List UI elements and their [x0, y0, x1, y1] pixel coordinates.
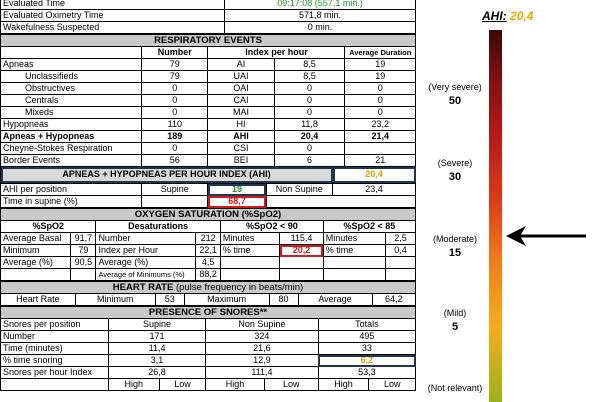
respiratory-row [1, 131, 416, 143]
resp-index: 11,8 [274, 119, 345, 131]
hr-min-label: Minimum [75, 294, 155, 306]
resp-label: Border Events [1, 155, 142, 167]
respiratory-row [1, 119, 416, 131]
nonsupine-value: 23,4 [332, 184, 415, 196]
evaluated-time-label: Evaluated Time [1, 0, 225, 10]
respiratory-row [1, 59, 416, 71]
snores-value: 21,6 [206, 343, 318, 355]
tick-num: 5 [451, 321, 459, 333]
tick-desc: (Very severe) [428, 82, 482, 92]
snores-value: 12,9 [206, 355, 318, 367]
resp-number: 189 [142, 131, 208, 143]
snores-row [1, 355, 416, 367]
resp-number: 0 [142, 107, 208, 119]
sp85-label [323, 257, 385, 269]
ahi-scale-value: 20,4 [510, 9, 534, 23]
snores-level: Low [369, 379, 416, 391]
resp-index: 0 [274, 143, 345, 155]
resp-number: 0 [142, 95, 208, 107]
snores-level: High [206, 379, 265, 391]
snores-value: 324 [206, 331, 318, 343]
spo2-header: %SpO2 [1, 221, 96, 233]
respiratory-row [1, 71, 416, 83]
heart-rate-title [1, 282, 416, 294]
snores-label: Time (minutes) [1, 343, 109, 355]
spo2-label: Average Basal [1, 233, 71, 245]
snores-value: 6,2 [318, 355, 415, 367]
snores-row [1, 379, 416, 391]
oxygen-row [1, 269, 416, 281]
respiratory-row [1, 95, 416, 107]
resp-code: MAI [208, 107, 274, 119]
respiratory-row [1, 143, 416, 155]
spo2-value [71, 269, 96, 281]
sp85-value: 2,5 [386, 233, 416, 245]
desat-value: 4,5 [196, 257, 221, 269]
snores-level: Low [264, 379, 318, 391]
desat-value: 212 [196, 233, 221, 245]
wakefulness-value: 0 min. [225, 22, 416, 34]
summary-row [1, 10, 416, 22]
sp90-value [280, 257, 324, 269]
ahi-scale-label: AHI: [482, 9, 507, 23]
ahi-table [0, 166, 416, 183]
snores-label: % time snoring [1, 355, 109, 367]
resp-number: 0 [142, 143, 208, 155]
wakefulness-label: Wakefulness Suspected [1, 22, 225, 34]
summary-row [1, 22, 416, 34]
duration-header: Average Duration [345, 47, 416, 59]
respiratory-row [1, 83, 416, 95]
oximetry-time-value: 571,8 min. [225, 10, 416, 22]
resp-code: CSI [208, 143, 274, 155]
snores-row [1, 331, 416, 343]
snores-supine-header: Supine [108, 319, 205, 331]
desat-label: Average of Minimums (%) [96, 269, 196, 281]
spo2-value: 79 [71, 245, 96, 257]
snores-level: High [318, 379, 369, 391]
snores-position-header: Snores per position [1, 319, 109, 331]
resp-number: 110 [142, 119, 208, 131]
hr-max-value: 80 [269, 294, 298, 306]
blank-cell [142, 196, 208, 208]
desat-label: Average (%) [96, 257, 196, 269]
resp-code: UAI [208, 71, 274, 83]
resp-duration: 0 [345, 83, 416, 95]
resp-duration [345, 143, 416, 155]
spo2-value: 91,7 [71, 233, 96, 245]
sp85-value: 0,4 [386, 245, 416, 257]
snores-level: Low [159, 379, 205, 391]
resp-label: Cheyne-Stokes Respiration [1, 143, 142, 155]
blank-cell [266, 196, 415, 208]
tick-desc: (Severe) [437, 158, 473, 168]
resp-duration: 23,2 [345, 119, 416, 131]
resp-label: Unclassifieds [1, 71, 142, 83]
resp-code: CAI [208, 95, 274, 107]
tick-desc: (Mild) [443, 308, 467, 318]
snores-value: 171 [108, 331, 205, 343]
respiratory-row [1, 107, 416, 119]
resp-index: 8,5 [274, 71, 345, 83]
spo2-85-header: %SpO2 < 85 [323, 221, 415, 233]
spo2-label: Minimum [1, 245, 71, 257]
desat-header: Desaturations [96, 221, 220, 233]
resp-label: Mixeds [1, 107, 142, 119]
desat-label: Number [96, 233, 196, 245]
tick-severe [420, 158, 490, 183]
supine-value: 19 [208, 184, 266, 196]
sp90-label: % time [220, 245, 279, 257]
oximetry-time-label: Evaluated Oximetry Time [1, 10, 225, 22]
hr-min-value: 53 [155, 294, 184, 306]
snores-label: Number [1, 331, 109, 343]
hr-max-label: Maximum [184, 294, 269, 306]
sp90-label [220, 269, 279, 281]
heart-rate-subtitle: (pulse frequency in beats/min) [173, 282, 304, 293]
sp90-label [220, 257, 279, 269]
sp90-label: Minutes [220, 233, 279, 245]
resp-code: HI [208, 119, 274, 131]
ahi-label: APNEAS + HYPOPNEAS PER HOUR INDEX (AHI) [1, 167, 333, 183]
tick-moderate [420, 234, 490, 259]
snores-value: 33 [318, 343, 415, 355]
resp-label: Obstructives [1, 83, 142, 95]
resp-label: Hypopneas [1, 119, 142, 131]
time-supine-value: 68,7 [208, 196, 266, 208]
spo2-value: 90,5 [71, 257, 96, 269]
number-header: Number [142, 47, 208, 59]
hr-avg-label: Average [298, 294, 372, 306]
resp-index: 8,5 [274, 59, 345, 71]
ahi-value: 20,4 [333, 167, 416, 183]
resp-index: 20,4 [274, 131, 345, 143]
snores-level: High [108, 379, 159, 391]
respiratory-row [1, 155, 416, 167]
resp-label: Apneas + Hypopneas [1, 131, 142, 143]
desat-value: 22,1 [196, 245, 221, 257]
sp85-label: Minutes [323, 233, 385, 245]
tick-num: 50 [448, 95, 462, 107]
snores-row [1, 343, 416, 355]
resp-duration: 21,4 [345, 131, 416, 143]
heart-rate-table [0, 281, 416, 306]
resp-index: 0 [274, 83, 345, 95]
ahi-scale-title [482, 9, 533, 23]
snores-value: 495 [318, 331, 415, 343]
tick-very-severe [420, 82, 490, 107]
resp-duration: 0 [345, 107, 416, 119]
resp-code: AI [208, 59, 274, 71]
desat-label: Index per Hour [96, 245, 196, 257]
snores-nonsupine-header: Non Supine [206, 319, 318, 331]
oxygen-table [0, 208, 416, 281]
resp-number: 79 [142, 59, 208, 71]
resp-index: 6 [274, 155, 345, 167]
respiratory-table [0, 34, 416, 167]
ahi-position-label: AHI per position [1, 184, 142, 196]
tick-desc: (Moderate) [432, 234, 477, 244]
snores-label [1, 379, 109, 391]
sp85-value [386, 257, 416, 269]
nonsupine-label: Non Supine [266, 184, 332, 196]
heart-rate-label: Heart Rate [1, 294, 76, 306]
sp90-value [280, 269, 324, 281]
index-header: Index per hour [208, 47, 345, 59]
sp90-value: 20,2 [280, 245, 324, 257]
snores-row [1, 367, 416, 379]
tick-mild [420, 308, 490, 333]
snores-value: 3,1 [108, 355, 205, 367]
hr-avg-value: 64,2 [372, 294, 416, 306]
summary-row [1, 0, 416, 10]
resp-number: 0 [142, 83, 208, 95]
snores-totals-header: Totals [318, 319, 415, 331]
desat-value: 88,2 [196, 269, 221, 281]
resp-number: 56 [142, 155, 208, 167]
oxygen-title: OXYGEN SATURATION (%SpO2) [1, 209, 416, 221]
snores-label: Snores per hour Index [1, 367, 109, 379]
resp-code: BEI [208, 155, 274, 167]
snores-value: 26,8 [108, 367, 205, 379]
position-table [0, 183, 416, 208]
sp85-label: % time [323, 245, 385, 257]
heart-rate-title-text: HEART RATE [112, 282, 174, 293]
tick-num: 15 [448, 247, 462, 259]
resp-code: AHI [208, 131, 274, 143]
time-supine-label: Time in supine (%) [1, 196, 142, 208]
tick-desc: (Not relevant) [427, 383, 483, 393]
blank-header [1, 47, 142, 59]
resp-duration: 0 [345, 95, 416, 107]
sp90-value: 115,4 [280, 233, 324, 245]
evaluated-time-value: 09:17:08 (557,1 min.) [225, 0, 416, 10]
spo2-90-header: %SpO2 < 90 [220, 221, 323, 233]
resp-index: 0 [274, 95, 345, 107]
tick-num: 30 [448, 171, 462, 183]
snores-value: 111,4 [206, 367, 318, 379]
sp85-value [386, 269, 416, 281]
sp85-label [323, 269, 385, 281]
resp-index: 0 [274, 107, 345, 119]
resp-label: Centrals [1, 95, 142, 107]
oxygen-row [1, 245, 416, 257]
ahi-scale [420, 0, 600, 400]
severity-gradient-bar [489, 30, 502, 402]
resp-number: 79 [142, 71, 208, 83]
summary-table [0, 0, 416, 34]
resp-label: Apneas [1, 59, 142, 71]
resp-duration: 21 [345, 155, 416, 167]
oxygen-row [1, 233, 416, 245]
spo2-label [1, 269, 71, 281]
snores-table [0, 306, 416, 391]
snores-value: 53,3 [318, 367, 415, 379]
snores-value: 11,4 [108, 343, 205, 355]
oxygen-row [1, 257, 416, 269]
resp-duration: 19 [345, 71, 416, 83]
resp-code: OAI [208, 83, 274, 95]
ahi-pointer-arrow-icon [506, 226, 586, 246]
snores-title: PRESENCE OF SNORES** [1, 307, 416, 319]
spo2-label: Average (%) [1, 257, 71, 269]
resp-duration: 19 [345, 59, 416, 71]
respiratory-title: RESPIRATORY EVENTS [1, 35, 416, 47]
tick-not-relevant [420, 383, 490, 393]
supine-label: Supine [142, 184, 208, 196]
